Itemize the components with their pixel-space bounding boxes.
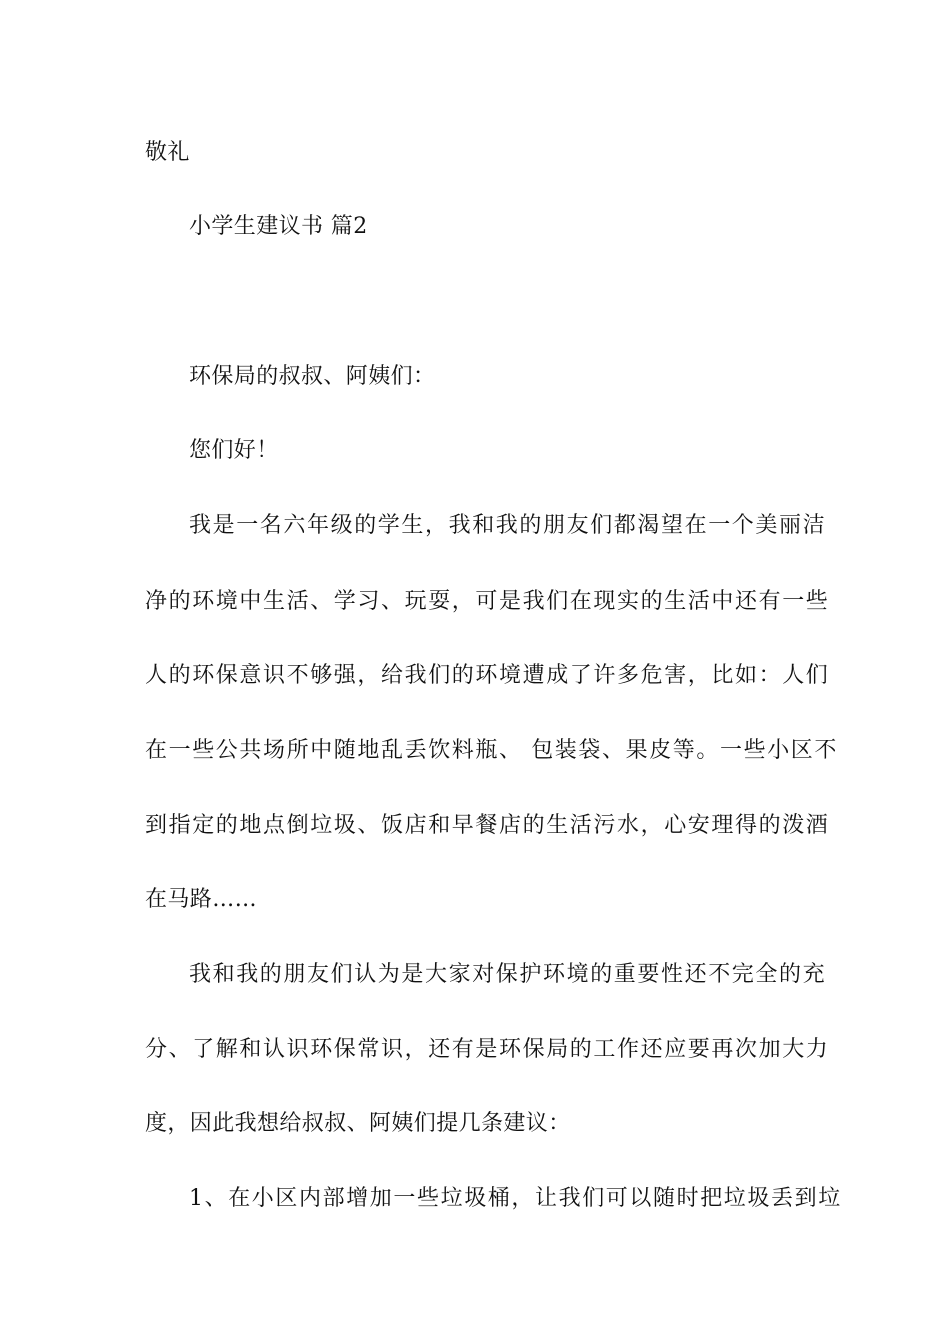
paragraph-line: 分、了解和认识环保常识，还有是环保局的工作还应要再次加大力 bbox=[145, 1037, 830, 1062]
paragraph-line: 在马路…… bbox=[145, 887, 258, 912]
paragraph-line: 在一些公共场所中随地乱丢饮料瓶、 包装袋、果皮等。一些小区不 bbox=[145, 738, 838, 763]
greeting: 您们好！ bbox=[189, 438, 279, 463]
paragraph-line: 我是一名六年级的学生，我和我的朋友们都渴望在一个美丽洁 bbox=[189, 513, 827, 538]
paragraph-line: 我和我的朋友们认为是大家对保护环境的重要性还不完全的充 bbox=[189, 962, 827, 987]
paragraph-line: 人的环保意识不够强，给我们的环境遭成了许多危害，比如：人们 bbox=[145, 663, 830, 688]
paragraph-line: 净的环境中生活、学习、玩耍，可是我们在现实的生活中还有一些 bbox=[145, 589, 830, 614]
closing-text: 敬礼 bbox=[145, 140, 190, 165]
paragraph-line: 到指定的地点倒垃圾、饭店和早餐店的生活污水，心安理得的泼酒 bbox=[145, 813, 830, 838]
paragraph-line: 度，因此我想给叔叔、阿姨们提几条建议： bbox=[145, 1111, 571, 1136]
section-title: 小学生建议书 篇2 bbox=[189, 214, 368, 239]
salutation: 环保局的叔叔、阿姨们： bbox=[189, 364, 436, 389]
paragraph-line: 1、在小区内部增加一些垃圾桶，让我们可以随时把垃圾丢到垃 bbox=[189, 1186, 842, 1211]
